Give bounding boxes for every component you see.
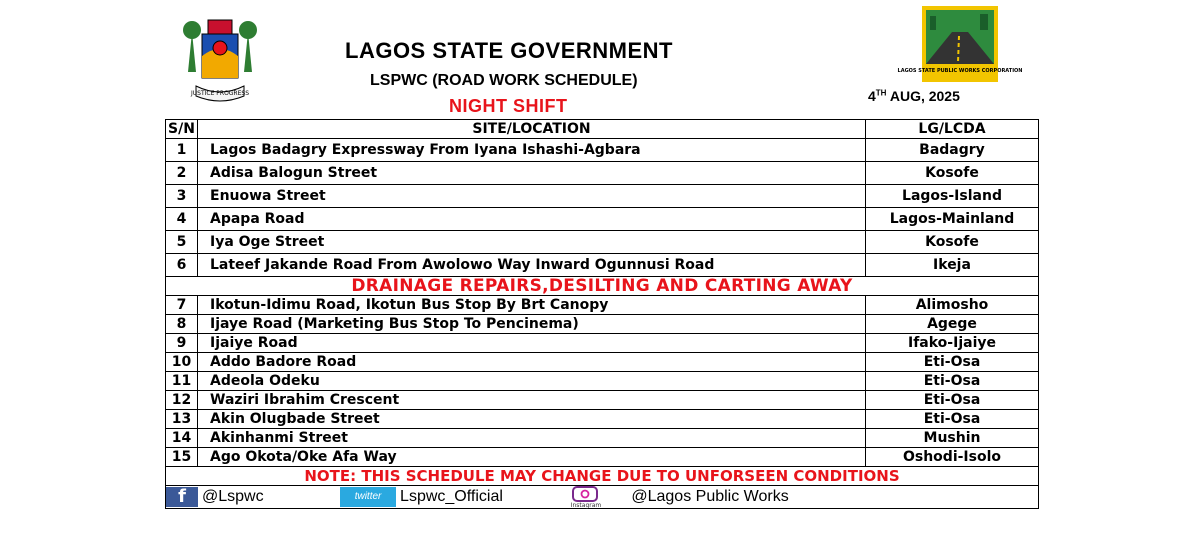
page-title: LAGOS STATE GOVERNMENT: [345, 38, 673, 63]
section-heading-row: [166, 277, 1039, 296]
col-site: SITE/LOCATION: [198, 120, 866, 139]
schedule-date: [868, 88, 960, 104]
table-row: 6 Lateef Jakande Road From Awolowo Way Inward Ogunnusi Road Ikeja: [166, 254, 1039, 277]
table-row: 1 Lagos Badagry Expressway From Iyana Ishashi-Agbara Badagry: [166, 139, 1039, 162]
table-row: 2 Adisa Balogun Street Kosofe: [166, 162, 1039, 185]
table-row: 8 Ijaye Road (Marketing Bus Stop To Pencinema) Agege: [166, 315, 1039, 334]
date-suffix: TH: [875, 88, 887, 98]
table-row: 4 Apapa Road Lagos-Mainland: [166, 208, 1039, 231]
facebook-handle[interactable]: f @Lspwc: [166, 487, 264, 507]
twitter-handle[interactable]: twitter Lspwc_Official: [340, 487, 503, 507]
shift-label: NIGHT SHIFT: [449, 96, 568, 116]
note-row: [166, 467, 1039, 486]
schedule-subtitle: LSPWC (ROAD WORK SCHEDULE): [370, 72, 638, 89]
table-row: 5 Iya Oge Street Kosofe: [166, 231, 1039, 254]
table-row: 14 Akinhanmi Street Mushin: [166, 429, 1039, 448]
lagos-state-crest-logo: [178, 12, 262, 112]
table-row: 13 Akin Olugbade Street Eti-Osa: [166, 410, 1039, 429]
table-row: 7 Ikotun-Idimu Road, Ikotun Bus Stop By Brt Canopy Alimosho: [166, 296, 1039, 315]
facebook-icon: f: [166, 487, 198, 507]
table-header-row: [166, 120, 1039, 139]
schedule-table: [165, 119, 1039, 509]
col-sn: S/N: [166, 120, 198, 139]
table-row: 12 Waziri Ibrahim Crescent Eti-Osa: [166, 391, 1039, 410]
date-rest: AUG, 2025: [889, 88, 960, 104]
table-row: 3 Enuowa Street Lagos-Island: [166, 185, 1039, 208]
date-day: 4: [868, 88, 876, 104]
logo-text: LAGOS STATE PUBLIC WORKS CORPORATION: [897, 68, 1023, 74]
crest-motto: JUSTICE PROGRESS: [190, 90, 250, 97]
lspwc-logo: [897, 6, 1023, 82]
schedule-note: NOTE: THIS SCHEDULE MAY CHANGE DUE TO UNFORSEEN CONDITIONS: [166, 467, 1039, 486]
col-lg: LG/LCDA: [866, 120, 1039, 139]
section-heading: DRAINAGE REPAIRS,DESILTING AND CARTING AWAY: [166, 277, 1039, 296]
table-row: 9 Ijaiye Road Ifako-Ijaiye: [166, 334, 1039, 353]
social-row: [166, 486, 1039, 509]
table-row: 15 Ago Okota/Oke Afa Way Oshodi-Isolo: [166, 448, 1039, 467]
twitter-icon: twitter: [340, 487, 396, 507]
instagram-icon: [551, 486, 621, 508]
table-row: 11 Adeola Odeku Eti-Osa: [166, 372, 1039, 391]
table-row: 10 Addo Badore Road Eti-Osa: [166, 353, 1039, 372]
instagram-handle[interactable]: Instagram @Lagos Public Works: [551, 486, 788, 508]
svg-text:Instagram: Instagram: [571, 502, 602, 509]
